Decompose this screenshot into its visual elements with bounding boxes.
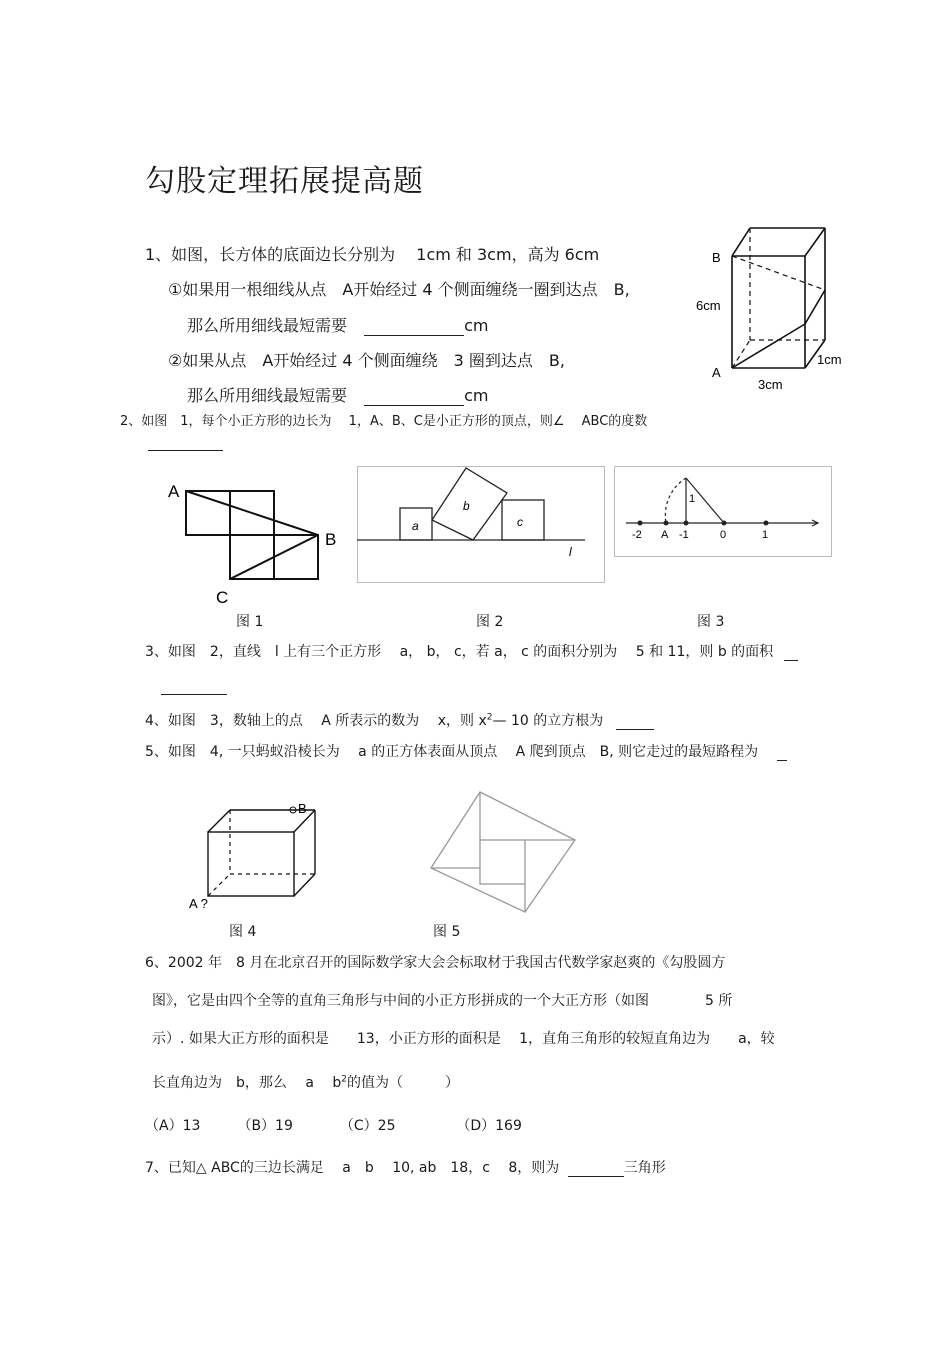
q6-options — [145, 1115, 522, 1135]
q1-stem: 1、如图，长方体的底面边长分别为 1cm 和 3cm，高为 6cm — [145, 245, 600, 264]
fig1-label-a: A — [168, 482, 180, 501]
q7-blank[interactable] — [568, 1162, 624, 1177]
fig2-label-b: b — [463, 499, 470, 513]
q6-line4-sup: 2 — [341, 1074, 347, 1085]
fig3-number-line — [614, 466, 834, 558]
q5-stem — [145, 741, 787, 761]
fig2-squares — [357, 466, 607, 584]
q1-part1-blank[interactable] — [364, 321, 464, 336]
fig1-label-b: B — [325, 530, 337, 549]
q2-answer-blank[interactable] — [148, 436, 223, 451]
q1-part2-blank[interactable] — [364, 391, 464, 406]
q6-line2: 图》，它是由四个全等的直角三角形与中间的小正方形拼成的一个大正方形（如图 5 所 — [152, 993, 733, 1009]
q6-line4-text-b: 的值为（ ） — [347, 1075, 459, 1091]
fig5-zhao-diagram — [425, 788, 585, 918]
q1-part1-text: 那么所用细线最短需要 — [187, 316, 348, 335]
q6-option-c[interactable]: （C）25 — [339, 1118, 396, 1134]
q2-stem: 2、如图 1，每个小正方形的边长为 1，A、B、C是小正方形的顶点，则∠ ABC的度数 — [120, 414, 648, 429]
q1-label-h: 6cm — [696, 298, 721, 313]
q1-label-a: A — [712, 365, 721, 380]
q3-stem — [145, 641, 798, 661]
q7-text-a: 7、已知△ ABC的三边长满足 a b 10, ab 18，c 8，则为 — [145, 1160, 560, 1176]
q4-text-a: 4、如图 3，数轴上的点 A 所表示的数为 x，则 x — [145, 713, 487, 729]
caption-fig4: 图 4 — [229, 924, 257, 940]
q1-label-w: 3cm — [758, 377, 783, 392]
fig2-label-a: a — [412, 519, 419, 533]
caption-fig1: 图 1 — [236, 614, 264, 630]
q1-part2-b — [187, 383, 489, 406]
fig2-label-l: l — [569, 545, 572, 559]
q6-line3: 示）. 如果大正方形的面积是 13，小正方形的面积是 1，直角三角形的较短直角边为 a，较 — [152, 1031, 775, 1047]
fig4-cube — [180, 796, 320, 916]
q1-label-d: 1cm — [817, 352, 842, 367]
fig3-label-m1: -1 — [679, 529, 689, 541]
q6-line4 — [152, 1072, 459, 1092]
q4-text-b: — 10 的立方根为 — [492, 713, 604, 729]
q5-blank[interactable] — [777, 746, 787, 761]
q4-stem — [145, 710, 654, 730]
q5-text: 5、如图 4, 一只蚂蚁沿棱长为 a 的正方体表面从顶点 A 爬到顶点 B, 则它走过的最短路程为 — [145, 744, 759, 760]
q3-blank-b[interactable] — [161, 680, 227, 695]
caption-fig3: 图 3 — [697, 614, 725, 630]
fig1-grid — [160, 478, 360, 608]
q6-line4-text-a: 长直角边为 b，那么 a b — [152, 1075, 342, 1091]
fig3-label-m2: -2 — [632, 529, 642, 541]
q6-option-a[interactable]: （A）13 — [145, 1118, 201, 1134]
q1-label-b: B — [712, 250, 721, 265]
fig4-label-a: A ? — [189, 896, 208, 911]
q7-stem — [145, 1157, 666, 1177]
q1-part2-a: ②如果从点 A开始经过 4 个侧面缠绕 3 圈到达点 B, — [168, 351, 565, 370]
q6-option-d[interactable]: （D）169 — [456, 1118, 522, 1134]
fig3-label-zero: 0 — [720, 529, 727, 541]
fig3-label-a: A — [661, 529, 669, 541]
fig2-label-c: c — [517, 515, 523, 529]
q1-part2-unit: cm — [464, 386, 489, 405]
q1-part1-a: ①如果用一根细线从点 A开始经过 4 个侧面缠绕一圈到达点 B, — [168, 280, 630, 299]
q6-line1: 6、2002 年 8 月在北京召开的国际数学家大会会标取材于我国古代数学家赵爽的《勾股圆方 — [145, 955, 726, 971]
q1-part1-unit: cm — [464, 316, 489, 335]
caption-fig2: 图 2 — [476, 614, 504, 630]
q1-cuboid-figure — [690, 220, 860, 400]
q7-text-b: 三角形 — [623, 1160, 666, 1176]
q1-part1-b — [187, 313, 489, 336]
q3-text: 3、如图 2，直线 l 上有三个正方形 a， b， c，若 a， c 的面积分别为 5 和 11，则 b 的面积 — [145, 644, 774, 660]
q3-blank-a[interactable] — [784, 646, 798, 661]
caption-fig5: 图 5 — [433, 924, 461, 940]
fig1-label-c: C — [216, 588, 229, 607]
q6-option-b[interactable]: （B）19 — [237, 1118, 293, 1134]
fig3-label-h: 1 — [689, 493, 696, 505]
page-title: 勾股定理拓展提高题 — [145, 164, 424, 199]
q4-blank[interactable] — [616, 715, 654, 730]
q1-part2-text: 那么所用细线最短需要 — [187, 386, 348, 405]
q4-sup: 2 — [486, 712, 493, 723]
fig4-label-b: B — [298, 801, 307, 816]
fig3-label-one: 1 — [762, 529, 769, 541]
